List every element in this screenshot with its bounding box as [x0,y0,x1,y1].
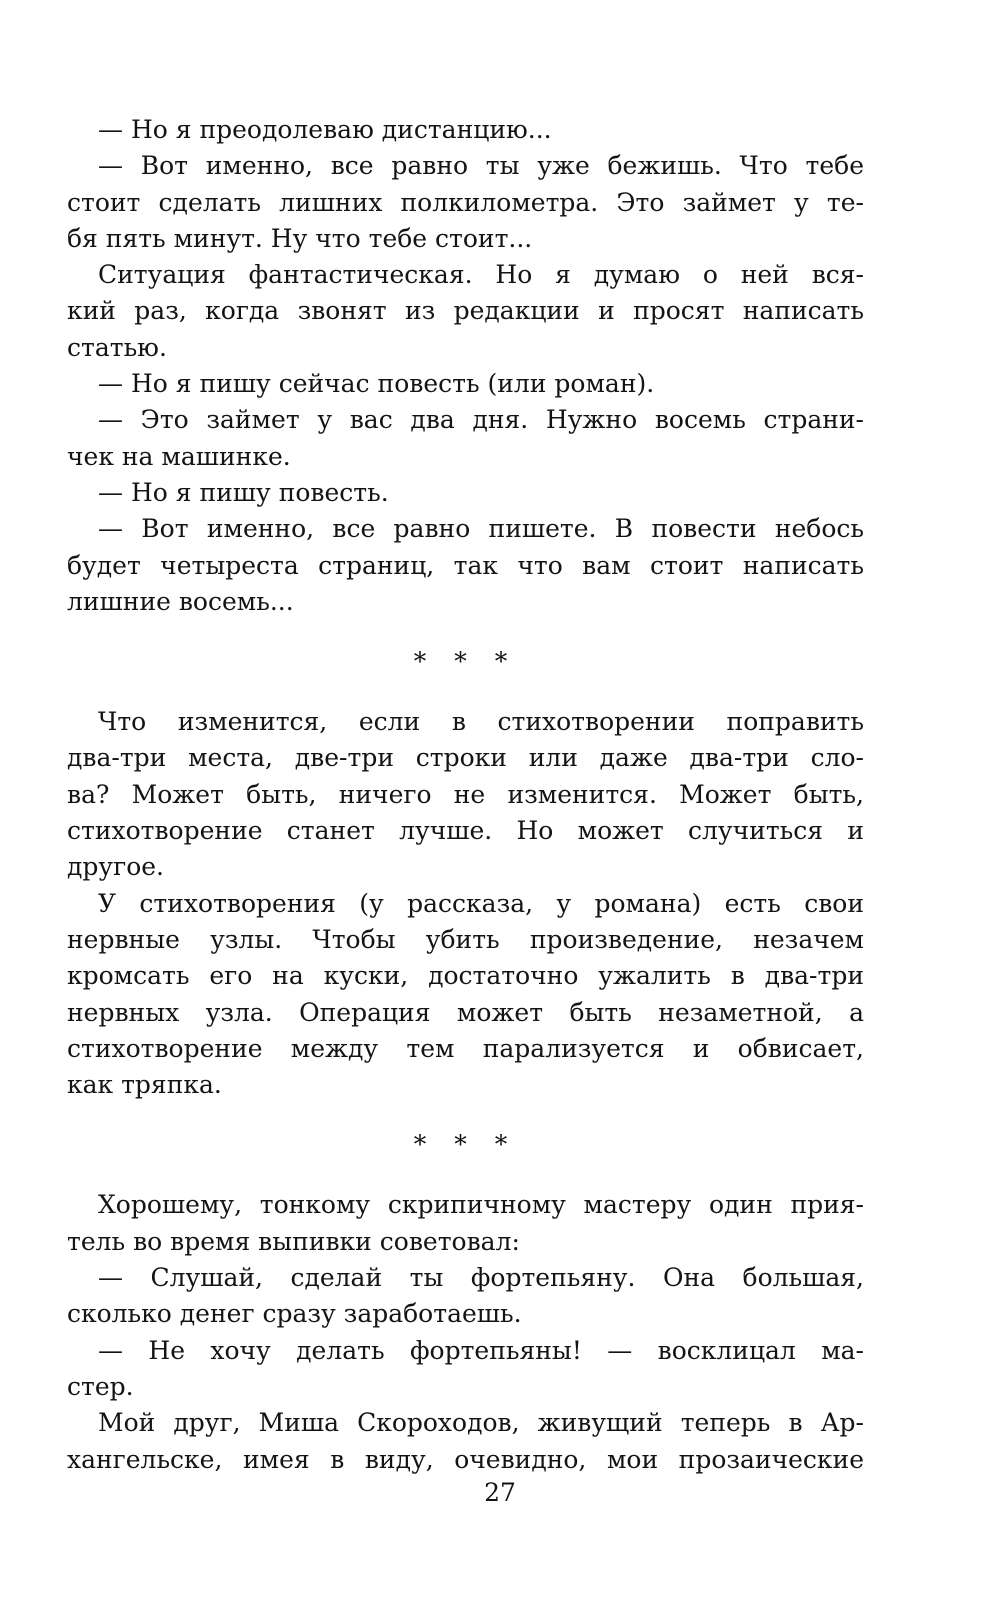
text-line: — Вот именно, все равно ты уже бежишь. Что тебе [98,151,864,181]
text-line: Ситуация фантастическая. Но я думаю о ней вся- [98,260,864,290]
text-line: ва? Может быть, ничего не изменится. Может быть, [67,779,864,809]
text-line: чек на машинке. [67,441,291,471]
text-line: Хорошему, тонкому скрипичному мастеру один прия- [98,1190,864,1220]
page-body [67,112,864,1478]
text-line: стихотворение станет лучше. Но может случиться и [67,816,864,846]
text-line: У стихотворения (у рассказа, у романа) есть свои [98,888,864,918]
text-section-3 [67,1187,864,1477]
text-section-2 [67,704,864,1103]
text-line: стихотворение между тем парализуется и обвисает, [67,1033,864,1063]
text-line: — Но я преодолеваю дистанцию... [98,115,552,144]
text-line: нервные узлы. Чтобы убить произведение, незачем [67,924,864,954]
text-line: — Это займет у вас два дня. Нужно восемь страни- [98,405,864,435]
text-line: бя пять минут. Ну что тебе стоит... [67,223,533,253]
text-line: Что изменится, если в стихотворении поправить [98,707,864,737]
text-line: другое. [67,852,164,882]
page-number: 27 [484,1478,516,1507]
section-separator-1: * * * [413,647,518,677]
text-line: стер. [67,1371,134,1401]
text-line: сколько денег сразу заработаешь. [67,1299,522,1329]
text-line: — Но я пишу повесть. [98,477,389,507]
text-line: как тряпка. [67,1070,222,1100]
text-line: тель во время выпивки советовал: [67,1226,520,1256]
section-separator-2: * * * [413,1130,518,1160]
text-line: нервных узла. Операция может быть незаметной, а [67,997,864,1027]
text-line: статью. [67,332,167,362]
text-line: будет четыреста страниц, так что вам стоит написать [67,550,864,580]
text-line: лишние восемь... [67,586,294,616]
text-line: кий раз, когда звонят из редакции и просят написать [67,296,864,326]
text-line: кромсать его на куски, достаточно ужалить в два-три [67,961,864,991]
text-line: два-три места, две-три строки или даже два-три сло- [67,743,864,773]
text-line: — Но я пишу сейчас повесть (или роман). [98,369,655,399]
text-section-1 [67,112,864,620]
text-line: стоит сделать лишних полкилометра. Это займет у те- [67,187,864,217]
text-line: Мой друг, Миша Скороходов, живущий теперь в Ар- [98,1408,864,1438]
text-line: — Вот именно, все равно пишете. В повести небось [98,514,864,544]
text-line: хангельске, имея в виду, очевидно, мои прозаические [67,1444,864,1474]
text-line: — Слушай, сделай ты фортепьяну. Она большая, [98,1263,864,1293]
text-line: — Не хочу делать фортепьяны! — восклицал ма- [98,1335,864,1365]
